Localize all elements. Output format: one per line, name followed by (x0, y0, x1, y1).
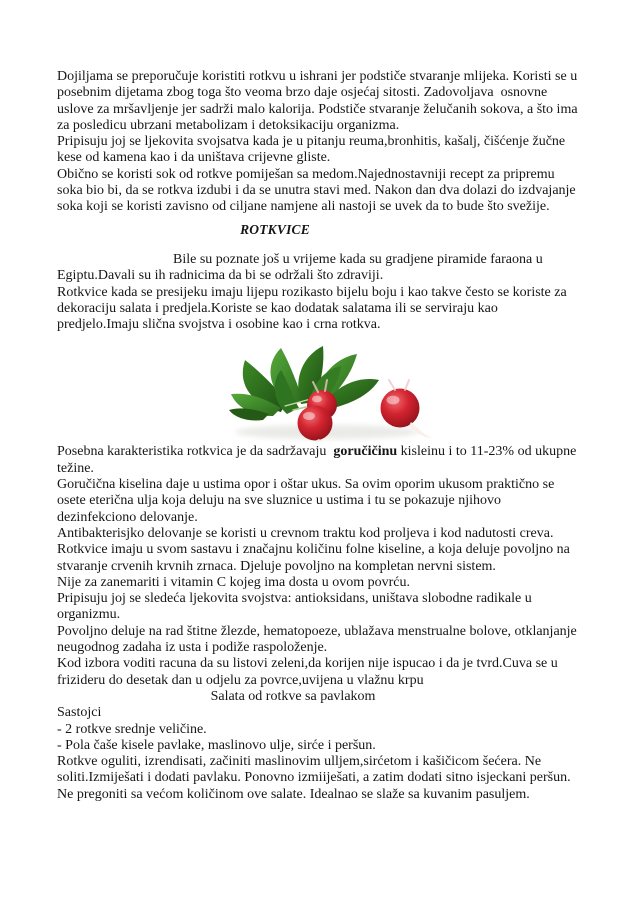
leaves-group (229, 346, 379, 421)
ingredient-item-1: - 2 rotkve srednje veličine. (57, 721, 207, 737)
recipe-heading: Salata od rotkve sa pavlakom (210, 688, 376, 704)
paragraph-nursing-benefits: Dojiljama se preporučuje koristiti rotkvu u ishrani jer podstiče stvaranje mlijeka. Koristi se u posebnim dijetama zbog toga što veoma brzo daje osjećaj sitosti. Zadovoljava osnovne uslove za mršavljenje jer sadrži malo kalorija. Podstiče stvaranje želučanih sokova, a što ima za posledicu ubrzani metabolizam i detoksikaciju organizma. (57, 69, 578, 133)
paragraph-antioxidant: Pripisuju joj se sledeća ljekovita svojstva: antioksidans, uništava slobodne radikale u organizmu. (57, 591, 532, 623)
gorucicina-text-pre: Posebna karakteristika rotkvica je da sadržavaju (57, 444, 334, 460)
paragraph-gorucicina (57, 444, 578, 477)
paragraph-decoration-use: Rotkvice kada se presijeku imaju lijepu rozikasto bijelu boju i kao takve često se koriste za dekoraciju salata i predjela.Koriste se kao dodatak salatama ili se serviraju kao predjelo.Imaju slična svojstva i osobine kao i crna rotkva. (57, 284, 567, 333)
recipe-instructions: Rotkve oguliti, izrendisati, začiniti maslinovim ulljem,sirćetom i kašičicom šećera. Ne soliti.Izmiješati i dodati pavlaku. Ponovno izmiiješati, a zatim dodati sitno isjeckani peršun. (57, 754, 571, 786)
gorucicina-bold-word: goručičinu (333, 444, 398, 460)
paragraph-folic-acid: Rotkvice imaju u svom sastavu i značajnu količinu folne kiseline, a koja deluje povoljno na stvaranje crvenih krvnih zrnaca. Djeluje povoljno na kompletan nervni sistem. (57, 542, 570, 574)
ingredients-label: Sastojci (57, 705, 102, 721)
section-heading-rotkvice: ROTKVICE (240, 221, 310, 237)
radish-right (381, 389, 420, 428)
radish-photo (223, 342, 447, 442)
gorucicina-text-post: kisleinu i to 11-23% od ukupne težine. (57, 444, 577, 476)
paragraph-egypt-history: Bile su poznate još u vrijeme kada su gradjene piramide faraona u Egiptu.Davali su ih radnicima da bi se održali što zdraviji. (57, 251, 543, 284)
paragraph-medicinal-properties: Pripisuju joj se ljekovita svojsatva kada je u pitanju reuma,bronhitis, kašalj, čišćenje žučne kese od kamena kao i da uništava crijevne gliste. (57, 134, 566, 166)
paragraph-gorucicina-taste: Goručična kiselina daje u ustima opor i oštar ukus. Sa ovim oporim ukusom praktično se osete eterična ulja koja deluju na sve sluznice u ustima i tu se pokazuje njihovo dezinfekciono delovanje. (57, 477, 555, 525)
paragraph-selection-storage: Kod izbora voditi racuna da su listovi zeleni,da korijen nije ispucao i da je tvrd.Cuva se u frizideru do desetak dan u odjelu za povrce,uvijena u vlažnu krpu (57, 656, 558, 688)
radish-front (298, 406, 333, 441)
paragraph-vitamin-c: Nije za zanemariti i vitamin C kojeg ima dosta u ovom povrću. (57, 574, 411, 590)
paragraph-thyroid: Povoljno deluje na rad štitne žlezde, hematopoeze, ublažava menstrualne bolove, otklanjanje neugodnog zadaha iz usta i podiže raspoloženje. (57, 623, 577, 656)
radish-bunch-image (223, 342, 447, 442)
paragraph-antibacterial: Antibakterisjko delovanje se koristi u crevnom traktu kod proljeva i kod nadutosti creva. (57, 525, 554, 541)
ingredient-item-2: - Pola čaše kisele pavlake, maslinovo ulje, sirće i peršun. (57, 737, 376, 753)
recipe-note: Ne pregoniti sa većom količinom ove salate. Idealnao se slaže sa kuvanim pasuljem. (57, 786, 530, 802)
paragraph-juice-with-honey: Obično se koristi sok od rotkve pomiješan sa medom.Najednostavniji recept za pripremu soka bio bi, da se rotkva izdubi i da se unutra stavi med. Nakon dan dva dolazi do izdvajanje soka koji se koristi zavisno od ciljane namjene ali nastoji se uvek da to bude što svežije. (57, 166, 576, 215)
